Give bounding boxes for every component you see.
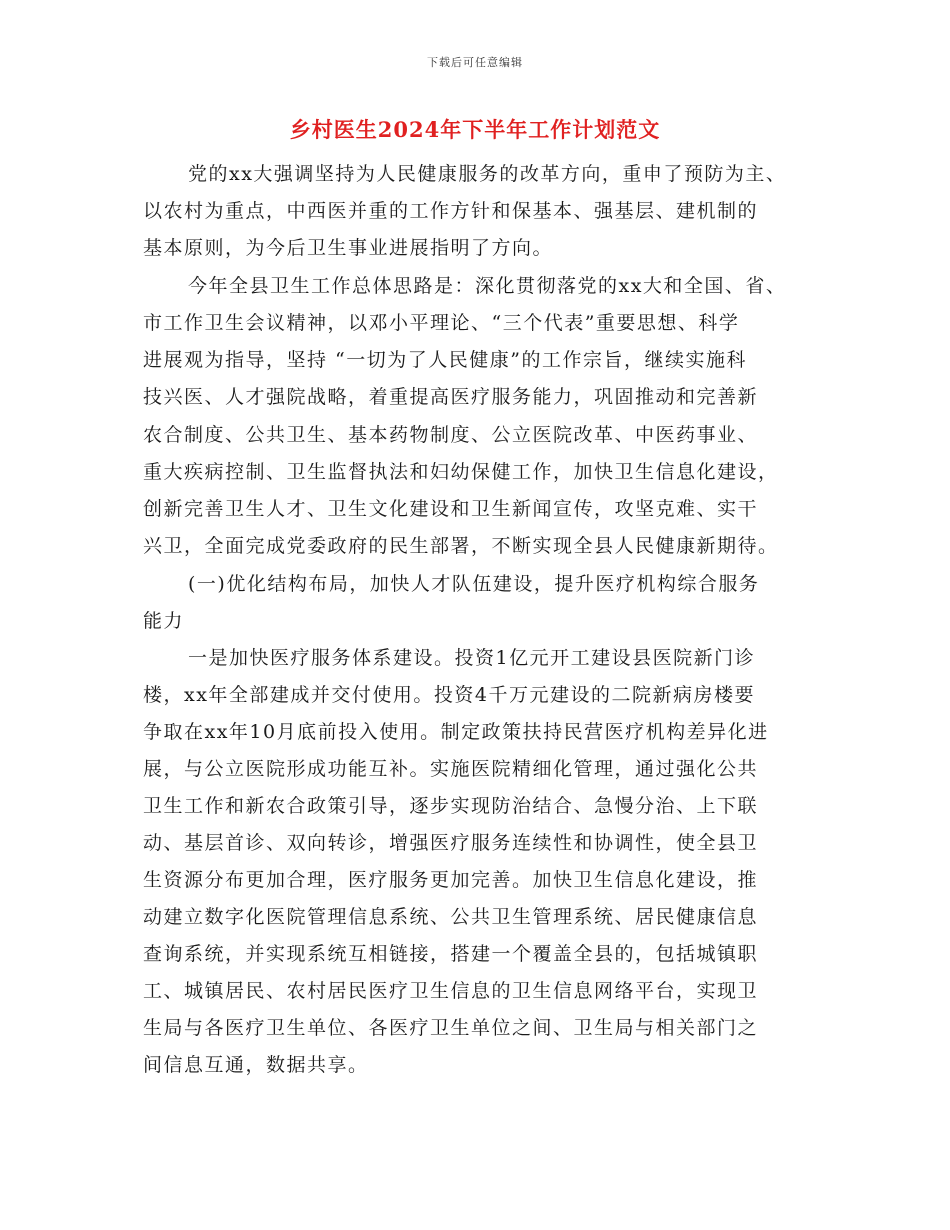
paragraph-line: 农合制度、公共卫生、基本药物制度、公立医院改革、中医药事业、 [143, 424, 759, 446]
paragraph-line: 生资源分布更加合理，医疗服务更加完善。加快卫生信息化建设，推 [143, 869, 759, 891]
paragraph-line: 动建立数字化医院管理信息系统、公共卫生管理系统、居民健康信息 [143, 906, 759, 928]
paragraph-line: 间信息互通，数据共享。 [143, 1054, 369, 1076]
document-title: 乡村医生2024年下半年工作计划范文 [289, 117, 661, 142]
paragraph-line: 以农村为重点，中西医并重的工作方针和保基本、强基层、建机制的 [143, 200, 759, 222]
paragraph-line: 今年全县卫生工作总体思路是：深化贯彻落党的xx大和全国、省、 [188, 275, 787, 297]
paragraph-line: 重大疾病控制、卫生监督执法和妇幼保健工作，加快卫生信息化建设， [143, 461, 779, 483]
paragraph-line: 兴卫，全面完成党委政府的民生部署，不断实现全县人民健康新期待。 [143, 535, 779, 557]
paragraph-line: 楼，xx年全部建成并交付使用。投资4千万元建设的二院新病房楼要 [143, 684, 756, 706]
paragraph-line: 卫生工作和新农合政策引导，逐步实现防治结合、急慢分治、上下联 [143, 795, 759, 817]
paragraph-line: 展，与公立医院形成功能互补。实施医院精细化管理，通过强化公共 [143, 758, 759, 780]
section-heading: (一)优化结构布局，加快人才队伍建设，提升医疗机构综合服务 [188, 573, 760, 595]
paragraph-line: 一是加快医疗服务体系建设。投资1亿元开工建设县医院新门诊 [188, 647, 756, 669]
paragraph-line: 进展观为指导，坚持 “一切为了人民健康”的工作宗旨，继续实施科 [143, 349, 747, 371]
header-note: 下载后可任意编辑 [427, 56, 523, 69]
paragraph-line: 创新完善卫生人才、卫生文化建设和卫生新闻宣传，攻坚克难、实干 [143, 498, 759, 520]
paragraph-line: 生局与各医疗卫生单位、各医疗卫生单位之间、卫生局与相关部门之 [143, 1017, 759, 1039]
paragraph-line: 工、城镇居民、农村居民医疗卫生信息的卫生信息网络平台，实现卫 [143, 980, 759, 1002]
paragraph-line: 查询系统，并实现系统互相链接，搭建一个覆盖全县的，包括城镇职 [143, 943, 759, 965]
paragraph-line: 争取在xx年10月底前投入使用。制定政策扶持民营医疗机构差异化进 [143, 721, 769, 743]
paragraph-line: 市工作卫生会议精神，以邓小平理论、“三个代表”重要思想、科学 [143, 312, 740, 334]
paragraph-line: 基本原则，为今后卫生事业进展指明了方向。 [143, 237, 554, 259]
paragraph-line: 动、基层首诊、双向转诊，增强医疗服务连续性和协调性，使全县卫 [143, 832, 759, 854]
paragraph-line: 技兴医、人才强院战略，着重提高医疗服务能力，巩固推动和完善新 [143, 386, 759, 408]
section-heading: 能力 [143, 610, 185, 632]
paragraph-line: 党的xx大强调坚持为人民健康服务的改革方向，重申了预防为主、 [188, 163, 787, 185]
